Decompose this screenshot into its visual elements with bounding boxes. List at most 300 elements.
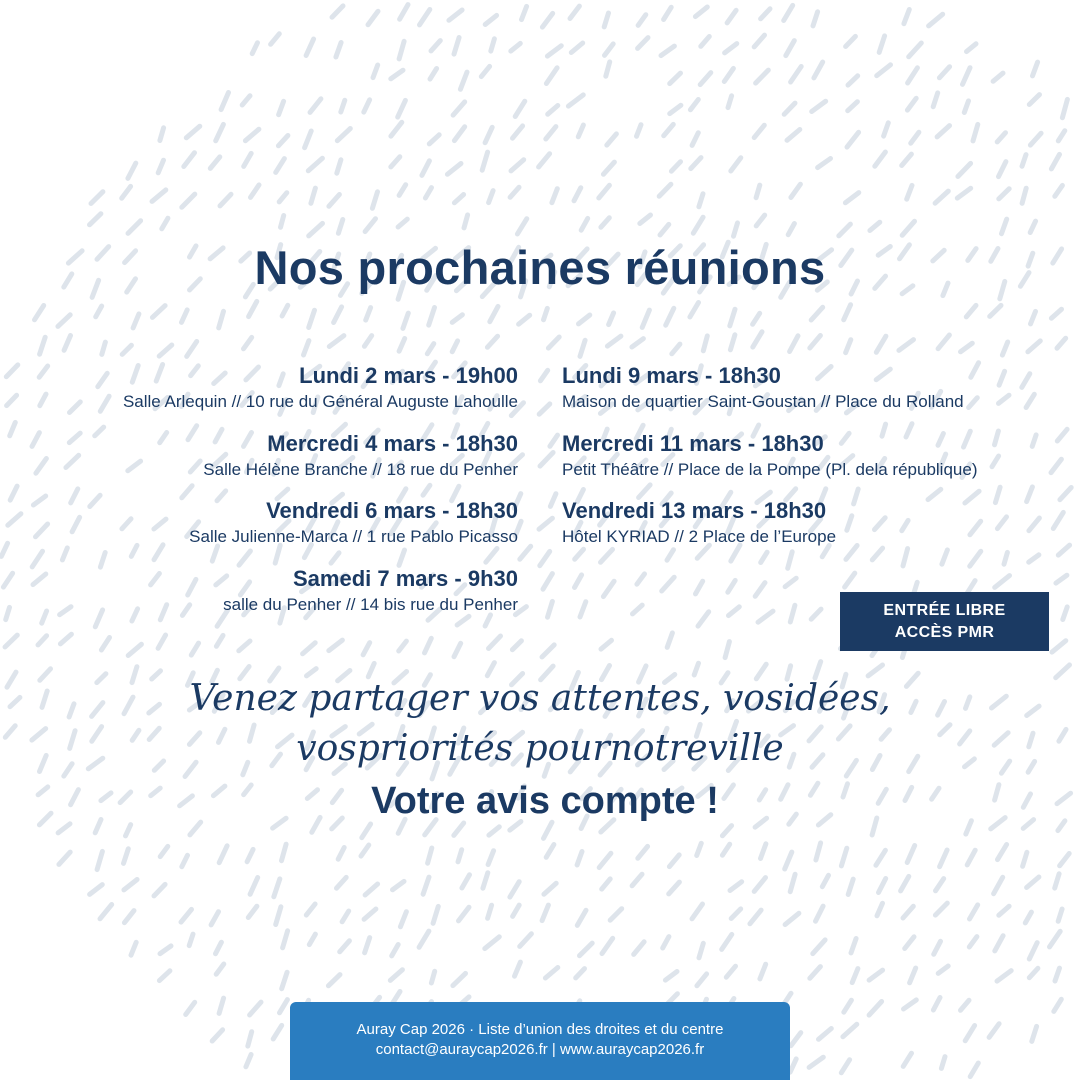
pattern-dash	[1030, 221, 1035, 232]
pattern-dash	[368, 663, 374, 676]
pattern-dash	[574, 188, 581, 201]
pattern-dash	[697, 974, 707, 986]
meeting-item	[20, 565, 518, 633]
meeting-item	[20, 497, 518, 565]
pattern-dash	[734, 223, 738, 236]
pattern-dash	[364, 100, 370, 112]
pattern-dash	[334, 307, 342, 323]
pattern-dash	[935, 191, 948, 203]
pattern-dash	[546, 845, 554, 858]
pattern-dash	[216, 124, 224, 140]
pattern-dash	[851, 939, 856, 953]
pattern-dash	[128, 644, 141, 655]
pattern-dash	[936, 879, 944, 891]
pattern-dash	[40, 337, 46, 354]
pattern-dash	[361, 845, 369, 856]
meeting-item	[20, 430, 518, 498]
pattern-dash	[632, 874, 642, 886]
pattern-dash	[433, 906, 438, 923]
pattern-dash	[843, 1024, 857, 1036]
pattern-dash	[515, 101, 525, 116]
pattern-dash	[811, 609, 821, 619]
pattern-dash	[879, 879, 886, 893]
pattern-dash	[338, 220, 342, 234]
pattern-dash	[664, 7, 672, 19]
pattern-dash	[550, 494, 556, 507]
pattern-dash	[511, 43, 521, 51]
pattern-dash	[100, 905, 112, 919]
pattern-dash	[276, 907, 281, 925]
pattern-dash	[337, 877, 347, 888]
pattern-dash	[699, 943, 703, 958]
pattern-dash	[337, 160, 341, 173]
pattern-dash	[391, 157, 400, 167]
pattern-dash	[464, 215, 468, 228]
pattern-dash	[907, 185, 912, 199]
pattern-dash	[970, 1063, 978, 1077]
pattern-dash	[548, 106, 558, 115]
pattern-dash	[1052, 641, 1066, 652]
pattern-dash	[816, 843, 821, 860]
pattern-dash	[452, 341, 457, 352]
meetings-left-column	[20, 362, 518, 632]
pattern-dash	[91, 192, 103, 204]
pattern-dash	[728, 96, 732, 108]
pattern-dash	[868, 665, 882, 676]
pattern-dash	[1057, 338, 1066, 348]
pattern-dash	[59, 852, 70, 864]
pattern-dash	[101, 638, 109, 651]
pattern-dash	[1055, 968, 1060, 981]
pattern-dash	[212, 1030, 222, 1041]
pattern-dash	[279, 101, 284, 114]
pattern-dash	[329, 640, 343, 651]
pattern-dash	[1058, 909, 1062, 921]
pattern-dash	[725, 642, 729, 658]
meeting-place: Hôtel KYRIAD // 2 Place de l’Europe	[562, 527, 837, 546]
pattern-dash	[159, 971, 170, 981]
pattern-dash	[660, 224, 669, 235]
pattern-dash	[659, 184, 671, 196]
pattern-dash	[989, 1024, 999, 1038]
pattern-dash	[848, 879, 853, 894]
pattern-dash	[632, 339, 644, 347]
pattern-dash	[458, 850, 462, 862]
pattern-dash	[539, 154, 550, 167]
pattern-dash	[1002, 219, 1007, 234]
pattern-dash	[1032, 1026, 1037, 1041]
pattern-dash	[545, 968, 557, 979]
pattern-dash	[876, 336, 886, 352]
pattern-dash	[785, 913, 799, 924]
meeting-place: Salle Hélène Branche // 18 rue du Penher	[203, 459, 518, 479]
pattern-dash	[812, 101, 826, 111]
pattern-dash	[845, 573, 855, 587]
pattern-dash	[162, 218, 168, 229]
pattern-dash	[160, 946, 171, 954]
pattern-dash	[308, 158, 322, 171]
pattern-dash	[373, 65, 378, 78]
pattern-dash	[581, 218, 588, 230]
pattern-dash	[152, 306, 165, 318]
pattern-dash	[216, 964, 224, 974]
pattern-dash	[577, 852, 582, 866]
pattern-dash	[282, 844, 287, 861]
pattern-dash	[901, 876, 909, 891]
meeting-item	[562, 430, 1072, 498]
pattern-dash	[603, 162, 614, 174]
pattern-dash	[599, 853, 611, 867]
pattern-dash	[186, 126, 200, 138]
pattern-dash	[846, 340, 851, 353]
pattern-dash	[809, 1057, 823, 1067]
pattern-dash	[690, 100, 698, 110]
pattern-dash	[958, 163, 971, 176]
pattern-dash	[969, 937, 977, 947]
pattern-dash	[576, 969, 585, 978]
pattern-dash	[131, 942, 136, 955]
footer-tagline: Auray Cap 2026 · Liste d’union des droites et du centre	[356, 1021, 724, 1038]
pattern-dash	[513, 126, 523, 138]
pattern-dash	[278, 136, 288, 146]
pattern-dash	[158, 635, 166, 648]
pattern-dash	[485, 127, 492, 142]
meeting-place: Maison de quartier Saint-Goustan // Place du Rolland	[562, 392, 964, 411]
pattern-dash	[160, 128, 164, 141]
pattern-dash	[908, 68, 918, 83]
pattern-dash	[571, 43, 582, 53]
pattern-dash	[961, 343, 973, 352]
pattern-dash	[453, 102, 465, 115]
pattern-dash	[520, 546, 531, 559]
pattern-dash	[519, 315, 530, 324]
pattern-dash	[667, 633, 672, 648]
pattern-dash	[816, 906, 824, 921]
pattern-dash	[665, 972, 677, 981]
pattern-dash	[489, 827, 499, 835]
pattern-dash	[722, 844, 729, 855]
pattern-dash	[1029, 943, 1037, 959]
pattern-dash	[540, 453, 553, 467]
pattern-dash	[329, 195, 340, 207]
pattern-dash	[755, 583, 765, 597]
pattern-dash	[544, 883, 556, 894]
badge-line-free-entry: ENTRÉE LIBRE	[883, 601, 1006, 619]
pattern-dash	[390, 970, 402, 981]
pattern-dash	[700, 73, 711, 85]
pattern-dash	[124, 880, 137, 890]
pattern-dash	[329, 336, 344, 347]
pattern-dash	[400, 912, 406, 927]
pattern-dash	[365, 884, 378, 895]
pattern-dash	[785, 578, 796, 587]
meeting-date: Mercredi 4 mars - 18h30	[267, 430, 518, 456]
pattern-dash	[5, 635, 17, 647]
pattern-dash	[884, 123, 889, 136]
pattern-dash	[691, 158, 701, 169]
pattern-dash	[577, 910, 586, 925]
pattern-dash	[753, 332, 762, 347]
pattern-dash	[429, 135, 439, 144]
pattern-dash	[578, 125, 583, 137]
pattern-dash	[637, 125, 642, 137]
pattern-dash	[638, 15, 646, 26]
pattern-dash	[579, 315, 590, 324]
pattern-dash	[692, 904, 703, 919]
pattern-dash	[610, 909, 622, 921]
pattern-dash	[447, 164, 461, 175]
pattern-dash	[482, 152, 487, 170]
pattern-dash	[398, 100, 406, 117]
meeting-date: Vendredi 13 mars - 18h30	[562, 498, 827, 523]
pattern-dash	[160, 846, 168, 856]
pattern-dash	[903, 906, 913, 918]
pattern-dash	[937, 126, 949, 137]
pattern-dash	[965, 1026, 974, 1041]
pattern-dash	[328, 975, 340, 986]
pattern-dash	[392, 945, 399, 956]
pattern-dash	[605, 44, 614, 56]
pattern-dash	[813, 940, 825, 954]
pattern-dash	[219, 311, 224, 328]
pattern-dash	[248, 1032, 252, 1046]
pattern-dash	[811, 307, 823, 320]
pattern-dash	[428, 848, 432, 863]
pattern-dash	[489, 636, 501, 649]
pattern-dash	[701, 37, 710, 47]
pattern-dash	[787, 130, 800, 141]
pattern-dash	[310, 99, 321, 113]
pattern-dash	[365, 219, 375, 232]
pattern-dash	[730, 335, 735, 350]
pattern-dash	[279, 193, 287, 202]
pattern-dash	[967, 850, 975, 865]
footer-contact-links[interactable]: contact@auraycap2026.fr | www.auraycap2026.fr	[375, 1041, 705, 1058]
pattern-dash	[994, 877, 1003, 893]
pattern-dash	[511, 160, 524, 171]
pattern-dash	[273, 1025, 282, 1039]
pattern-dash	[1051, 309, 1061, 318]
pattern-dash	[365, 938, 370, 953]
pattern-dash	[128, 221, 141, 234]
pattern-dash	[38, 636, 47, 645]
pattern-dash	[489, 191, 494, 203]
pattern-dash	[364, 909, 376, 919]
pattern-dash	[340, 941, 350, 952]
pattern-dash	[999, 162, 1006, 177]
footer-banner	[290, 1002, 790, 1080]
pattern-dash	[935, 903, 947, 915]
pattern-dash	[542, 905, 548, 921]
pattern-dash	[848, 102, 858, 111]
pattern-dash	[368, 11, 378, 24]
pattern-dash	[362, 824, 371, 838]
pattern-dash	[844, 1000, 852, 1012]
pattern-dash	[694, 663, 698, 675]
pattern-dash	[907, 846, 915, 863]
pattern-dash	[276, 159, 285, 173]
pattern-dash	[191, 643, 198, 655]
pattern-dash	[1, 543, 7, 556]
pattern-dash	[845, 193, 858, 203]
pattern-dash	[454, 38, 459, 55]
pattern-dash	[662, 577, 675, 591]
pattern-dash	[846, 36, 856, 46]
pattern-dash	[1029, 968, 1038, 977]
pattern-dash	[307, 669, 317, 676]
pattern-dash	[877, 65, 891, 76]
pattern-dash	[338, 848, 344, 860]
pattern-dash	[539, 518, 552, 529]
pattern-dash	[875, 152, 886, 166]
pattern-dash	[580, 602, 586, 617]
pattern-dash	[841, 848, 846, 866]
pattern-dash	[939, 67, 949, 78]
pattern-dash	[970, 905, 978, 919]
pattern-dash	[364, 336, 371, 347]
pattern-dash	[250, 1002, 261, 1015]
pattern-dash	[784, 103, 795, 114]
pattern-dash	[431, 971, 434, 983]
pattern-dash	[515, 962, 521, 976]
pattern-dash	[460, 72, 467, 89]
pattern-dash	[761, 844, 766, 859]
pattern-dash	[903, 1053, 911, 1066]
pattern-dash	[904, 1000, 917, 1009]
pattern-dash	[756, 70, 769, 83]
pattern-dash	[697, 843, 702, 855]
pattern-dash	[452, 315, 462, 323]
pattern-dash	[90, 885, 103, 895]
pattern-dash	[580, 943, 593, 956]
pattern-dash	[400, 5, 408, 20]
pattern-dash	[216, 942, 222, 954]
pattern-dash	[311, 188, 316, 203]
pattern-dash	[995, 936, 1003, 951]
pattern-dash	[731, 158, 741, 171]
pattern-dash	[818, 159, 831, 168]
meeting-place: salle du Penher // 14 bis rue du Penher	[223, 594, 518, 614]
meeting-date: Lundi 9 mars - 18h30	[562, 363, 781, 388]
pattern-dash	[250, 878, 258, 895]
pattern-dash	[244, 337, 252, 348]
pattern-dash	[548, 337, 559, 348]
pattern-dash	[672, 344, 680, 354]
pattern-dash	[990, 305, 1001, 316]
pattern-dash	[133, 314, 139, 328]
pattern-dash	[669, 855, 679, 867]
pattern-dash	[815, 662, 821, 678]
pattern-dash	[758, 611, 773, 622]
pattern-dash	[790, 1059, 796, 1072]
pattern-dash	[760, 964, 766, 979]
pattern-dash	[877, 903, 883, 916]
pattern-dash	[186, 1002, 195, 1014]
pattern-dash	[420, 10, 430, 25]
pattern-dash	[696, 581, 703, 594]
pattern-dash	[703, 336, 707, 351]
pattern-dash	[869, 1002, 882, 1016]
pattern-dash	[252, 43, 257, 54]
pattern-dash	[753, 313, 760, 324]
pattern-dash	[941, 1057, 945, 1069]
pattern-dash	[570, 6, 579, 18]
pattern-dash	[1056, 665, 1070, 678]
pattern-dash	[309, 223, 323, 236]
pattern-dash	[391, 122, 402, 136]
pattern-dash	[251, 185, 260, 198]
pattern-dash	[540, 370, 547, 381]
pattern-dash	[607, 336, 621, 346]
pattern-dash	[601, 218, 609, 227]
pattern-dash	[848, 76, 858, 85]
pattern-dash	[907, 98, 916, 110]
pattern-dash	[813, 12, 818, 26]
pattern-dash	[128, 163, 136, 178]
pattern-dash	[422, 161, 430, 176]
pattern-dash	[692, 133, 698, 146]
pattern-dash	[280, 1000, 288, 1013]
pattern-dash	[695, 7, 707, 17]
pattern-dash	[181, 909, 192, 922]
pattern-dash	[819, 1029, 832, 1040]
pattern-dash	[670, 73, 681, 84]
pattern-dash	[372, 192, 377, 209]
pattern-dash	[219, 998, 224, 1013]
pattern-dash	[847, 132, 859, 147]
pattern-dash	[879, 36, 884, 53]
pattern-dash	[750, 910, 761, 924]
pattern-dash	[10, 422, 16, 435]
pattern-dash	[182, 855, 188, 866]
pattern-dash	[938, 966, 948, 973]
pattern-dash	[852, 969, 858, 983]
pattern-dash	[791, 184, 801, 197]
pattern-dash	[727, 10, 736, 23]
pattern-dash	[1050, 931, 1061, 947]
pattern-dash	[1023, 852, 1027, 866]
pattern-dash	[995, 576, 1010, 588]
pattern-dash	[427, 344, 434, 354]
pattern-dash	[341, 100, 345, 112]
pattern-dash	[7, 395, 17, 405]
pattern-dash	[513, 905, 520, 916]
meeting-date: Mercredi 11 mars - 18h30	[562, 430, 824, 456]
pattern-dash	[6, 607, 10, 619]
pattern-dash	[671, 162, 680, 172]
pattern-dash	[247, 849, 253, 861]
pattern-dash	[754, 125, 764, 137]
pattern-dash	[546, 127, 556, 139]
pattern-dash	[399, 339, 405, 352]
pattern-dash	[666, 308, 674, 325]
pattern-dash	[791, 67, 802, 83]
pattern-dash	[403, 313, 408, 328]
pattern-dash	[790, 874, 795, 891]
pattern-dash	[517, 219, 526, 234]
pattern-dash	[152, 190, 166, 202]
pattern-dash	[220, 194, 231, 206]
pattern-dash	[337, 129, 350, 141]
pattern-dash	[332, 6, 343, 17]
pattern-dash	[483, 873, 488, 889]
pattern-dash	[726, 966, 735, 977]
pattern-dash	[485, 15, 496, 24]
pattern-dash	[1058, 131, 1065, 141]
pattern-dash	[453, 973, 466, 985]
pattern-dash	[304, 341, 309, 355]
pattern-dash	[730, 882, 742, 891]
